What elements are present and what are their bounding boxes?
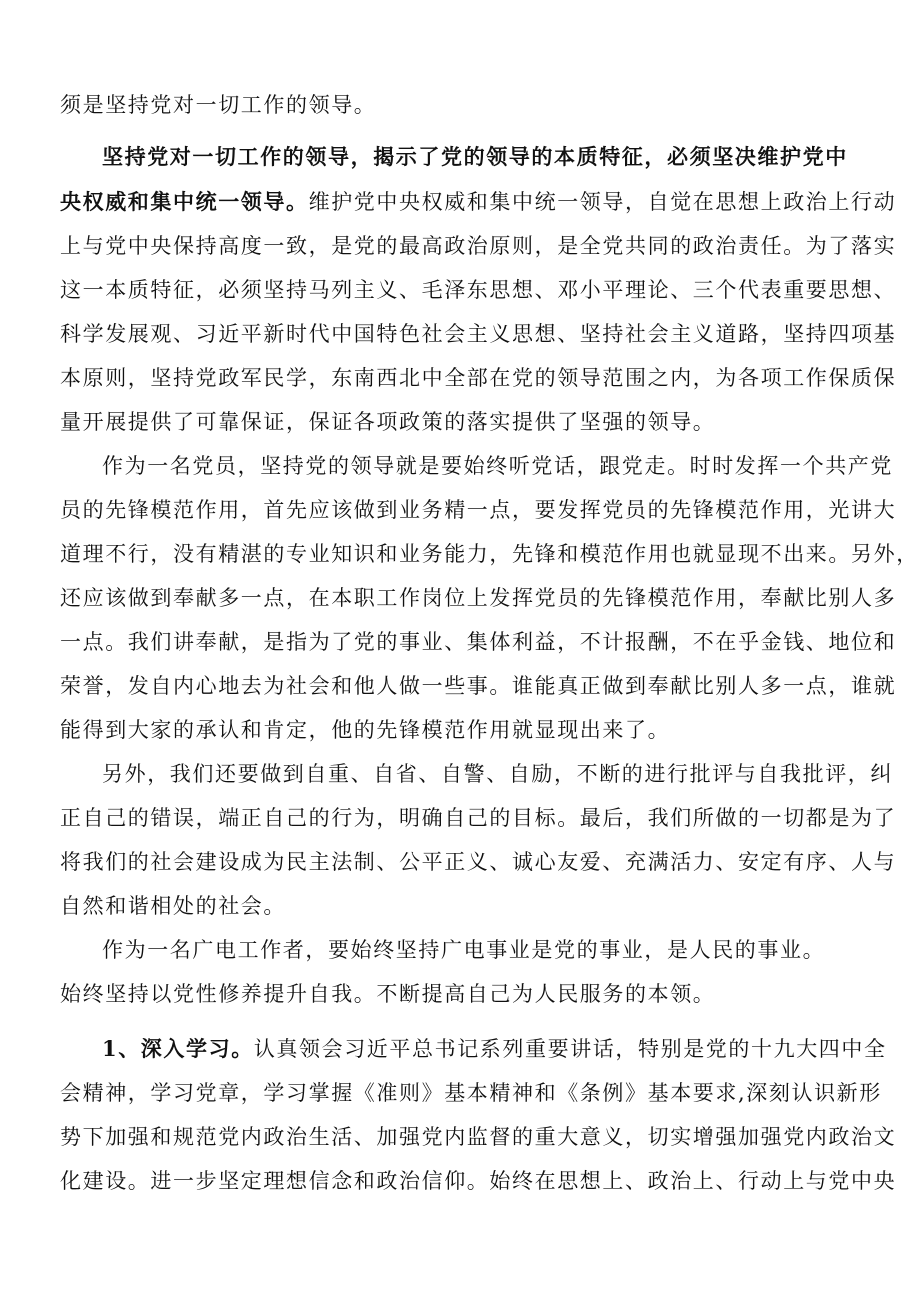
- text-line: [0, 884, 920, 928]
- text-line: [0, 620, 920, 664]
- line-text: 量开展提供了可靠保证，保证各项政策的落实提供了坚强的领导。: [60, 410, 716, 434]
- text-line: [0, 752, 920, 796]
- text-line: [0, 1071, 920, 1115]
- text-line: [0, 224, 920, 268]
- text-line: [0, 532, 920, 576]
- line-text: 作为一名广电工作者，要始终坚持广电事业是党的事业，是人民的事业。: [102, 938, 826, 962]
- line-text: 科学发展观、习近平新时代中国特色社会主义思想、坚持社会主义道路，坚持四项基: [60, 322, 897, 346]
- text-line: [0, 268, 920, 312]
- text-line: [0, 83, 920, 127]
- text-line: [0, 180, 920, 224]
- line-text: 作为一名党员，坚持党的领导就是要始终听党话，跟党走。时时发挥一个共产党: [102, 454, 893, 478]
- bold-lead: 央权威和集中统一领导。: [60, 189, 309, 214]
- bold-lead: 坚持党对一切工作的领导，: [102, 144, 374, 169]
- text-line: [0, 972, 920, 1016]
- text-line: [0, 1159, 920, 1203]
- line-text: 维护党中央权威和集中统一领导，自觉在思想上政治上行动: [308, 190, 897, 214]
- line-text: 还应该做到奉献多一点，在本职工作岗位上发挥党员的先锋模范作用，奉献比别人多: [60, 586, 897, 610]
- line-text: 揭示了党的领导的本质特征，必须坚决维护党中: [373, 144, 848, 169]
- line-text: 化建设。进一步坚定理想信念和政治信仰。始终在思想上、政治上、行动上与党中央: [60, 1169, 897, 1193]
- text-line: [0, 356, 920, 400]
- line-text: 本原则，坚持党政军民学，东南西北中全部在党的领导范围之内，为各项工作保质保: [60, 366, 897, 390]
- text-line: [0, 1115, 920, 1159]
- line-text: 荣誉，发自内心地去为社会和他人做一些事。谁能真正做到奉献比别人多一点，谁就: [60, 674, 897, 698]
- text-line: [0, 135, 920, 179]
- bold-lead: 1、深入学习。: [102, 1036, 254, 1061]
- line-text: 将我们的社会建设成为民主法制、公平正义、诚心友爱、充满活力、安定有序、人与: [60, 850, 897, 874]
- line-text: 认真领会习近平总书记系列重要讲话，特别是党的十九大四中全: [253, 1037, 887, 1061]
- line-text: 会精神，学习党章，学习掌握《准则》基本精神和《条例》基本要求,深刻认识新形: [60, 1081, 882, 1105]
- line-text: 上与党中央保持高度一致，是党的最高政治原则，是全党共同的政治责任。为了落实: [60, 234, 897, 258]
- line-text: 道理不行，没有精湛的专业知识和业务能力，先锋和模范作用也就显现不出来。另外，: [60, 542, 919, 566]
- text-line: [0, 488, 920, 532]
- text-line: [0, 840, 920, 884]
- line-text: 这一本质特征，必须坚持马列主义、毛泽东思想、邓小平理论、三个代表重要思想、: [60, 278, 897, 302]
- text-line: [0, 708, 920, 752]
- text-line: [0, 400, 920, 444]
- text-line: [0, 576, 920, 620]
- line-text: 员的先锋模范作用，首先应该做到业务精一点，要发挥党员的先锋模范作用，光讲大: [60, 498, 897, 522]
- text-line: [0, 928, 920, 972]
- line-text: 须是坚持党对一切工作的领导。: [60, 93, 377, 117]
- text-line: [0, 312, 920, 356]
- text-line: [0, 664, 920, 708]
- line-text: 始终坚持以党性修养提升自我。不断提高自己为人民服务的本领。: [60, 982, 716, 1006]
- line-text: 自然和谐相处的社会。: [60, 894, 286, 918]
- line-text: 能得到大家的承认和肯定，他的先锋模范作用就显现出来了。: [60, 718, 671, 742]
- line-text: 一点。我们讲奉献，是指为了党的事业、集体利益，不计报酬，不在乎金钱、地位和: [60, 630, 897, 654]
- text-line: [0, 796, 920, 840]
- line-text: 势下加强和规范党内政治生活、加强党内监督的重大意义，切实增强加强党内政治文: [60, 1125, 897, 1149]
- line-text: 另外，我们还要做到自重、自省、自警、自励，不断的进行批评与自我批评，纠: [102, 762, 893, 786]
- text-line: [0, 1027, 920, 1071]
- line-text: 正自己的错误，端正自己的行为，明确自己的目标。最后，我们所做的一切都是为了: [60, 806, 897, 830]
- text-line: [0, 444, 920, 488]
